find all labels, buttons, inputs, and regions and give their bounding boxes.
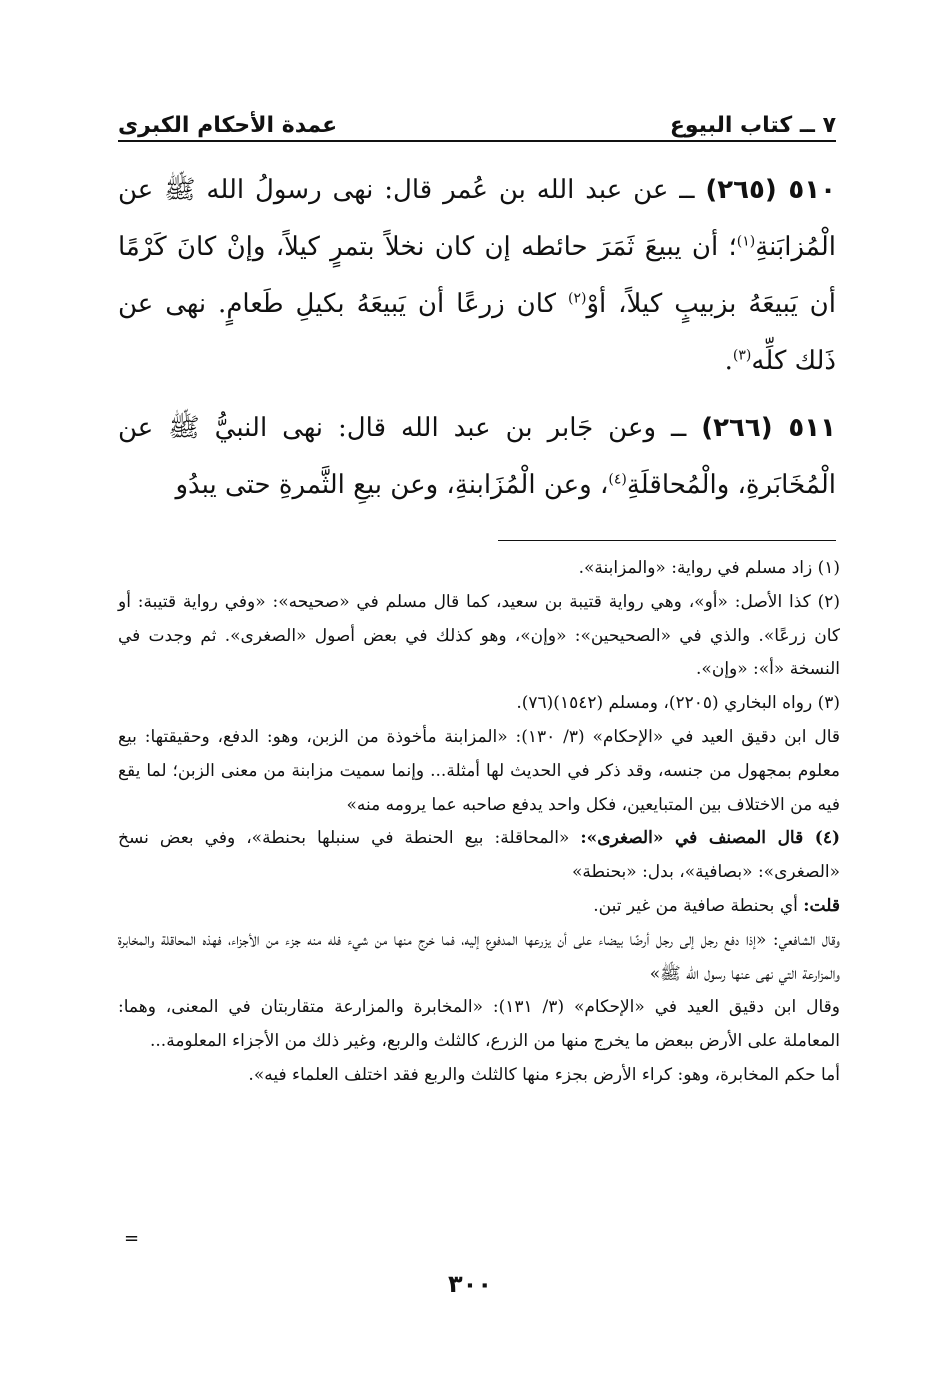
footnote-4 — [118, 822, 840, 890]
footnote-1: (١) زاد مسلم في رواية: «والمزابنة». — [578, 558, 840, 578]
mukhabara-ruling: أما حكم المخابرة، وهو: كراء الأرض بجزء منها كالثلث والربع فقد اختلف العلماء فيه». — [248, 1064, 840, 1085]
hadith-text: كان زرعًا أن يَبيعَهُ بكيلِ طَعامٍ. نهى عن ذَلك كلِّه — [118, 289, 836, 376]
hadith-number: ٥١١ (٢٦٦) — [701, 413, 837, 443]
footnotes — [118, 552, 840, 1093]
qultu-label: قلت: — [803, 895, 840, 916]
qultu-text: أي بحنطة صافية من غير تبن. — [593, 895, 804, 916]
qultu-note — [118, 890, 840, 924]
footnote-ref[interactable]: (٢) — [567, 290, 587, 307]
hadith-510 — [118, 162, 836, 390]
footnote-2: (٢) كذا الأصل: «أو»، وهي رواية قتيبة بن سعيد، كما قال مسلم في «صحيحه»: «وفي رواية قتيبة: أو كان زرعًا». والذي في «الصحيحين»: «وإن»، وهو كذلك في بعض أصول «الصغرى». ثم وجدت في النسخة «أ»: «وإن». — [118, 591, 840, 680]
book-title: عمدة الأحكام الكبرى — [118, 113, 338, 138]
page-number: ٣٠٠ — [448, 1270, 492, 1298]
hadith-text: ؛ أن يبيعَ ثَمَرَ حائطه إن كان نخلاً بتمرٍ كيلاً، وإنْ كانَ كَرْمًا أن يَبيعَهُ بزبيبٍ كيلاً، أوْ — [118, 232, 836, 319]
footnote-3-commentary: قال ابن دقيق العيد في «الإحكام» (٣/ ١٣٠): «المزابنة مأخوذة من الزبن، وهو: الدفع، وحقيقتها: بيع معلوم بمجهول من جنسه، وقد ذكر في الحديث لها أمثلة... وإنما سميت مزابنة من معنى الزبن؛ لما يقع فيه من الاختلاف بين المتبايعين، فكل واحد يدفع صاحبه عما يرومه منه» — [118, 726, 840, 815]
continuation-mark: = — [124, 1228, 140, 1249]
hadith-number: ٥١٠ (٢٦٥) — [705, 175, 837, 205]
hadith-text: . — [724, 346, 733, 376]
footnote-ref[interactable]: (١) — [736, 233, 756, 250]
running-header — [118, 98, 836, 138]
shafii-quote: وقال الشافعي: «إذا دفع رجل إلى رجل أرضًا بيضاء على أن يزرعها المدفوع إليه، فما خرج منها من شيء فله منه جزء من الأجزاء، فهذه المحاقلة والمخابرة والمزارعة التي نهى عنها رسول الله ﷺ» — [118, 929, 840, 984]
hadith-text: ــ وعن جَابر بن عبد الله قال: نهى النبيُّ ﷺ عن الْمُخَابَرةِ، والْمُحاقلَةِ — [118, 413, 836, 500]
footnote-4-label: (٤) قال المصنف في «الصغرى»: — [580, 828, 840, 849]
footnote-3: (٣) رواه البخاري (٢٢٠٥)، ومسلم (١٥٤٢)(٧٦). — [516, 693, 840, 714]
hadith-511 — [118, 400, 836, 514]
footnote-ref[interactable]: (٤) — [608, 471, 627, 488]
footnote-separator — [498, 540, 836, 541]
header-rule — [118, 140, 836, 142]
footnote-ref[interactable]: (٣) — [732, 347, 752, 364]
ibn-daqiq-quote: وقال ابن دقيق العيد في «الإحكام» (٣/ ١٣١): «المخابرة والمزارعة متقاربتان في المعنى، وهما: المعاملة على الأرض ببعض ما يخرج منها من الزرع، كالثلث والربع، وغير ذلك من الأجزاء المعلومة... — [118, 997, 840, 1052]
footnote-4-text: «المحاقلة: بيع الحنطة في سنبلها بحنطة»، وفي بعض نسخ «الصغرى»: «بصافية»، بدل: «بحنطة» — [118, 828, 840, 883]
chapter-title: ٧ ــ كتاب البيوع — [669, 113, 836, 138]
hadith-text: ، وعن الْمُزَابنةِ، وعن بيعِ الثَّمرةِ حتى يبدُو — [175, 470, 609, 500]
hadith-text: ــ عن عبد الله بن عُمر قال: نهى رسولُ الله ﷺ عن الْمُزابَنةِ — [118, 175, 836, 262]
